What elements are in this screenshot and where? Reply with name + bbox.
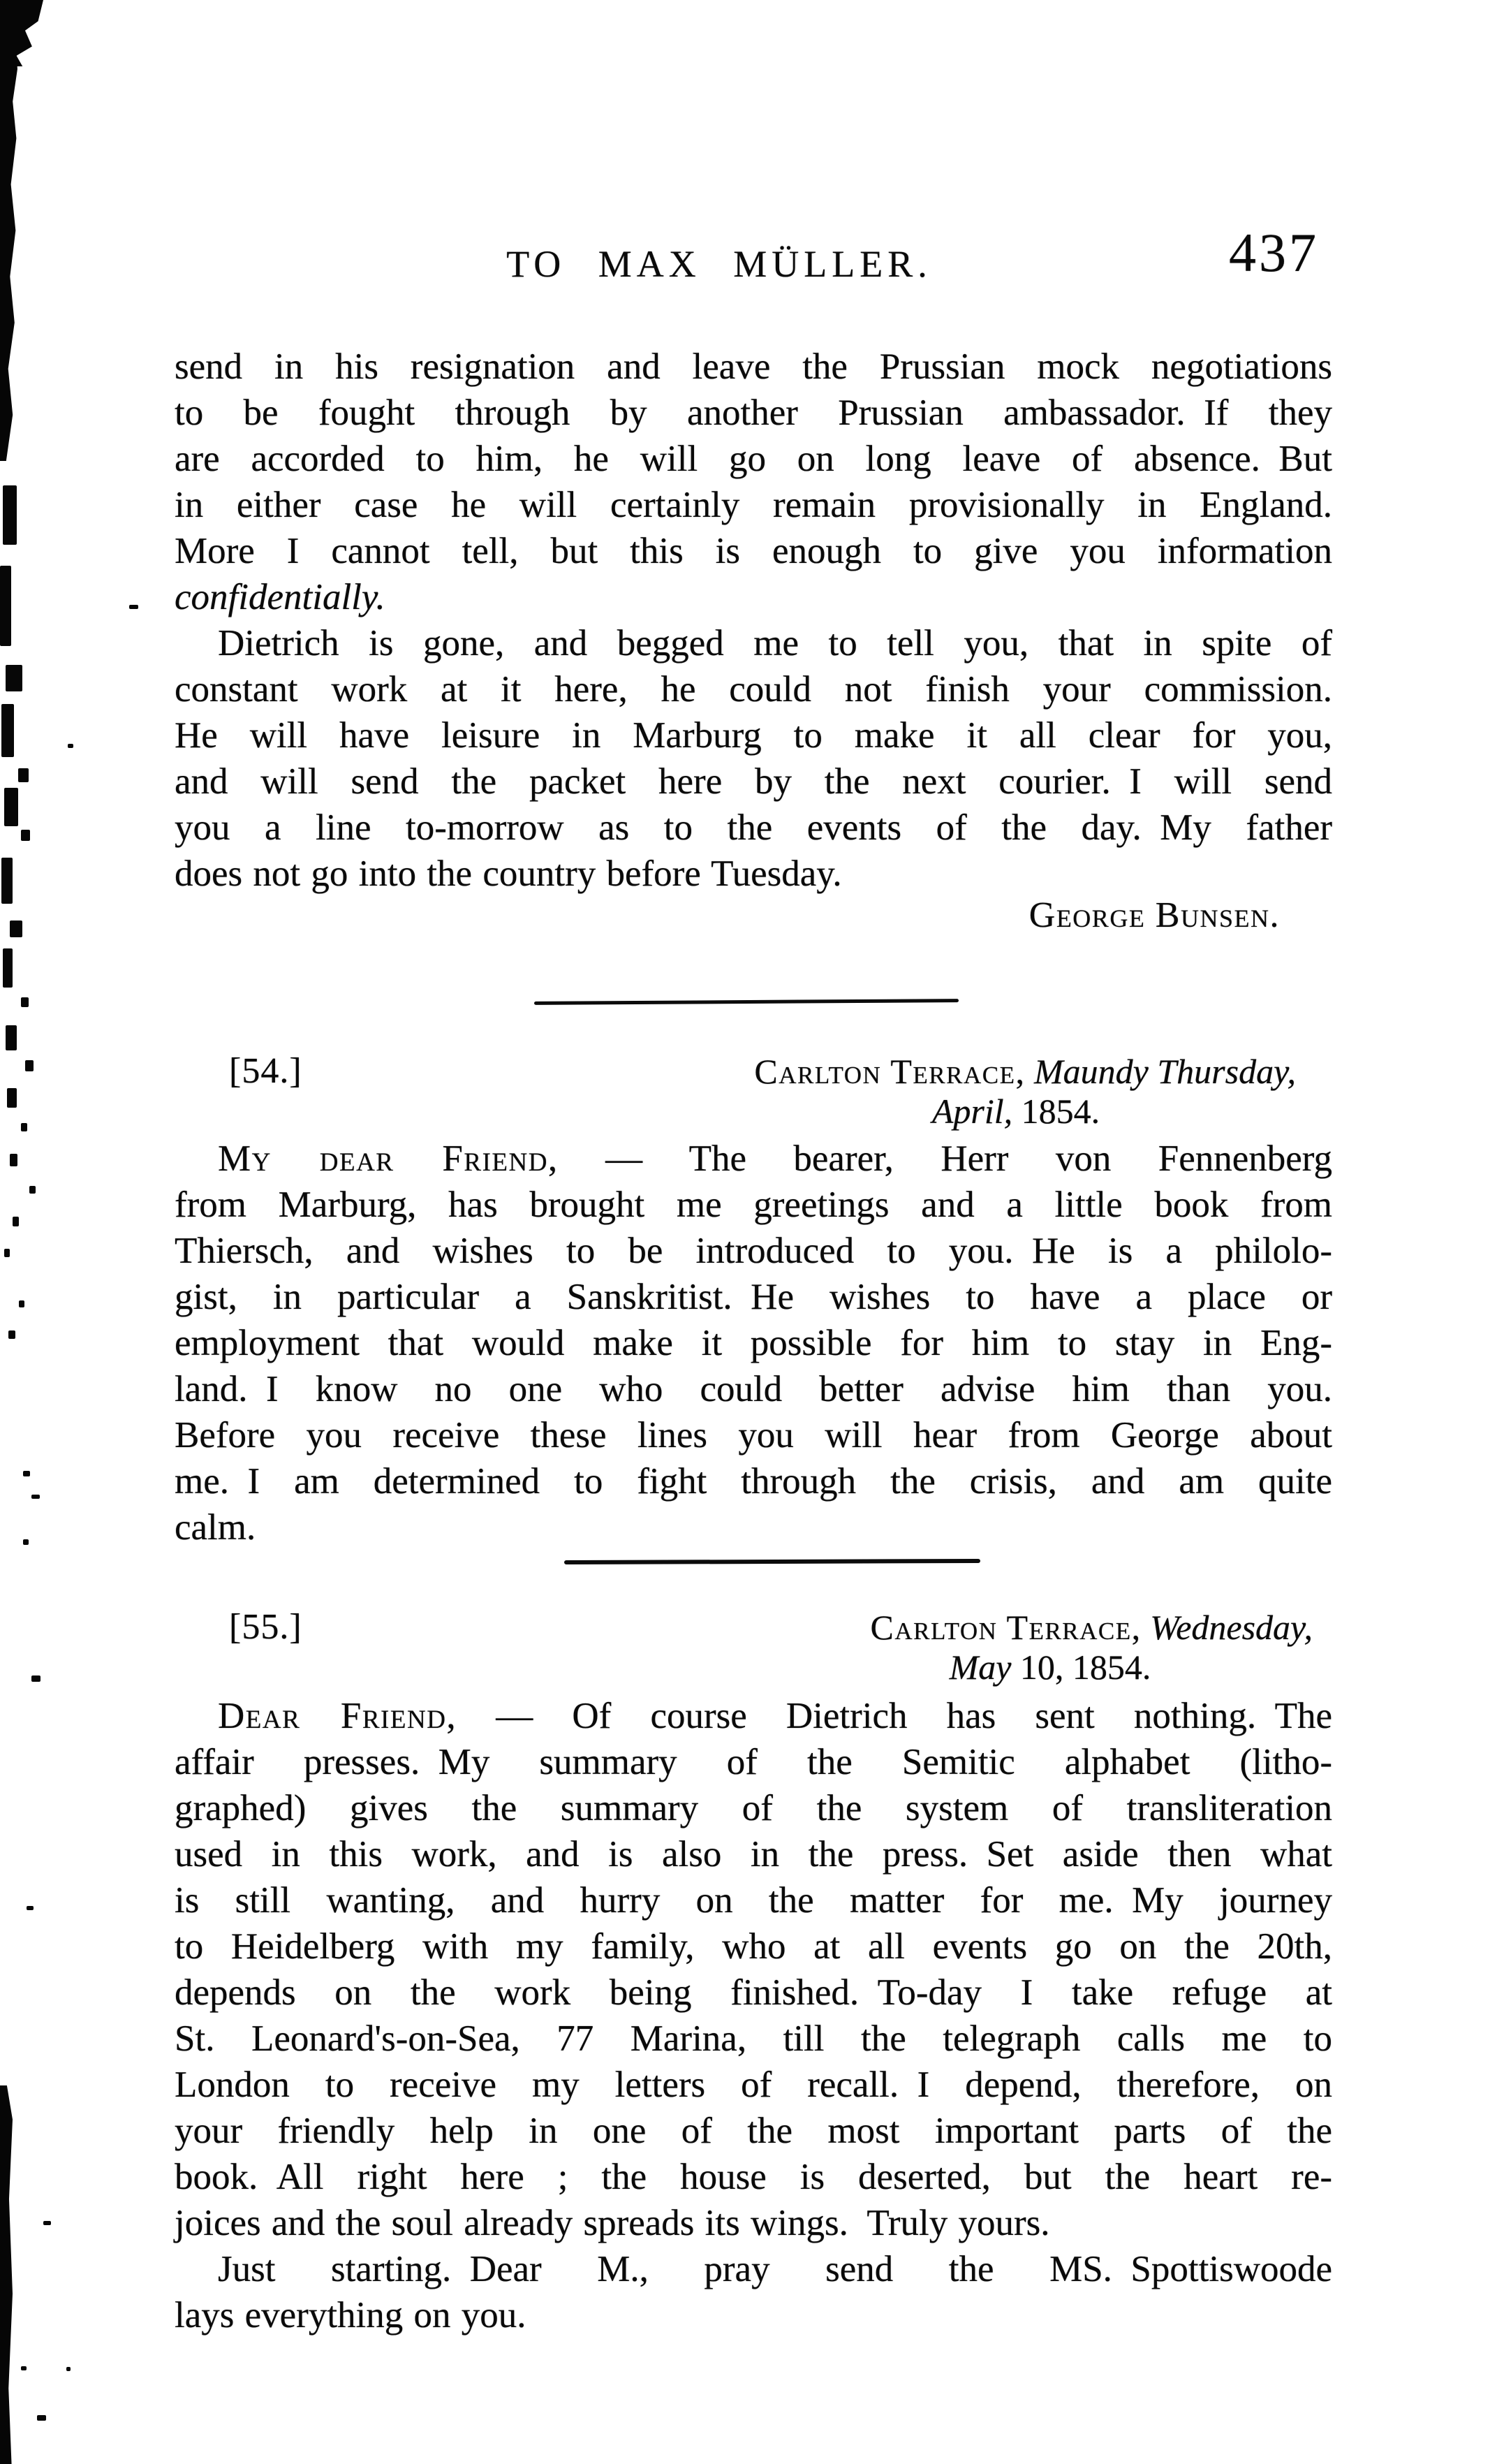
text-line: Just starting. Dear M., pray send the MS. Spottiswoode: [218, 2249, 1332, 2289]
text-line: gist, in particular a Sanskritist. He wishes to have a place or: [175, 1277, 1332, 1317]
scan-speckle: [0, 566, 11, 646]
scan-speckle: [19, 1300, 24, 1307]
scan-speckle: [7, 1088, 17, 1108]
text-line: to be fought through by another Prussian ambassador. If they: [175, 393, 1332, 433]
text-line: lays everything on you.: [175, 2295, 526, 2335]
scan-speckle: [31, 1675, 40, 1682]
text-line: joices and the soul already spreads its wings. Truly yours.: [175, 2203, 1050, 2243]
scan-speckle: [10, 1154, 17, 1166]
scan-speckle: [21, 2366, 27, 2370]
text-line: me. I am determined to fight through the crisis, and am quite: [175, 1461, 1332, 1502]
letter-year: 1854.: [1021, 1092, 1100, 1131]
letter-signature: [175, 893, 1332, 939]
scan-speckle: [8, 1330, 15, 1339]
letter-place: Carlton Terrace,: [754, 1052, 1026, 1091]
text-line: and will send the packet here by the next courier. I will send: [175, 761, 1332, 802]
letter-54-body: [175, 1136, 1332, 1550]
text-line: London to receive my letters of recall. I depend, therefore, on: [175, 2065, 1332, 2105]
text-line: to Heidelberg with my family, who at all events go on the 20th,: [175, 1926, 1332, 1967]
letter-month: May: [949, 1648, 1012, 1687]
letter-day: Maundy Thursday,: [1034, 1052, 1296, 1091]
text-line: St. Leonard's-on-Sea, 77 Marina, till the telegraph calls me to: [175, 2018, 1332, 2059]
salutation-rest: — Of course Dietrich has sent nothing. The: [457, 1696, 1332, 1736]
scan-speckle: [23, 1539, 29, 1545]
letter-number: [54.]: [229, 1051, 302, 1091]
text-line: send in his resignation and leave the Prussian mock negotiations: [175, 346, 1332, 387]
section-divider: [564, 1559, 980, 1564]
scan-speckle: [3, 485, 17, 545]
scan-speckle: [3, 948, 13, 988]
scan-speckle: [25, 1060, 34, 1071]
letter-year: 10, 1854.: [1019, 1648, 1151, 1687]
letter-53-body: [175, 344, 1332, 897]
scan-speckle: [6, 1025, 17, 1050]
section-divider: [534, 999, 959, 1005]
letter-54-heading: [175, 1049, 1332, 1094]
text-line: from Marburg, has brought me greetings and a little book from: [175, 1185, 1332, 1225]
text-line: [175, 1136, 1332, 1182]
page-number: 437: [1229, 222, 1319, 283]
scan-speckle: [21, 997, 29, 1007]
scan-speckle: [43, 2221, 51, 2225]
scan-artifact-left-band: [0, 0, 18, 461]
scan-speckle: [4, 788, 18, 826]
scan-speckle: [129, 605, 138, 609]
scan-speckle: [1, 858, 13, 904]
text-line: calm.: [175, 1507, 256, 1548]
text-line: land. I know no one who could better advise him than you.: [175, 1369, 1332, 1409]
letter-day: Wednesday,: [1150, 1608, 1313, 1647]
text-line: is still wanting, and hurry on the matter for me. My journey: [175, 1880, 1332, 1921]
scan-artifact-bottom-bar: [0, 2085, 13, 2464]
scan-speckle: [29, 1186, 36, 1194]
text-line: does not go into the country before Tuesday.: [175, 853, 842, 894]
text-line: employment that would make it possible for him to stay in Eng-: [175, 1323, 1332, 1363]
scan-speckle: [10, 921, 22, 937]
salutation: My dear Friend,: [218, 1138, 559, 1179]
text-line: your friendly help in one of the most important parts of the: [175, 2111, 1332, 2151]
text-line: Dietrich is gone, and begged me to tell you, that in spite of: [218, 623, 1332, 663]
text-line: constant work at it here, he could not finish your commission.: [175, 669, 1332, 710]
letter-54-date: [737, 1090, 1295, 1133]
text-line: Thiersch, and wishes to be introduced to you. He is a philolo-: [175, 1231, 1332, 1271]
signature-name: George Bunsen.: [1028, 895, 1280, 935]
salutation: Dear Friend,: [218, 1696, 457, 1736]
running-header-title: TO MAX MÜLLER.: [506, 243, 932, 285]
letter-number: [55.]: [229, 1607, 302, 1647]
letter-55-body: [175, 1693, 1332, 2338]
scan-speckle: [21, 830, 30, 841]
scan-speckle: [4, 1249, 10, 1257]
text-line: confidentially.: [175, 577, 385, 617]
letter-month: April,: [931, 1092, 1013, 1131]
text-line: affair presses. My summary of the Semitic alphabet (litho-: [175, 1742, 1332, 1782]
letter-55-heading: [175, 1605, 1332, 1650]
text-line: He will have leisure in Marburg to make it all clear for you,: [175, 715, 1332, 756]
scan-speckle: [68, 744, 73, 748]
salutation-rest: — The bearer, Herr von Fennenberg: [558, 1138, 1332, 1179]
scan-speckle: [66, 2367, 71, 2371]
scan-speckle: [37, 2415, 46, 2421]
text-line: graphed) gives the summary of the system of transliteration: [175, 1788, 1332, 1828]
scan-speckle: [31, 1495, 40, 1499]
text-line: in either case he will certainly remain provisionally in England.: [175, 485, 1332, 525]
scan-speckle: [21, 1123, 27, 1131]
text-line: used in this work, and is also in the press. Set aside then what: [175, 1834, 1332, 1875]
text-line: you a line to-morrow as to the events of the day. My father: [175, 807, 1332, 848]
text-line: are accorded to him, he will go on long leave of absence. But: [175, 439, 1332, 479]
text-line: book. All right here ; the house is deserted, but the heart re-: [175, 2157, 1332, 2197]
scan-speckle: [13, 1217, 19, 1226]
scan-speckle: [1, 704, 14, 757]
text-line: Before you receive these lines you will hear from George about: [175, 1415, 1332, 1455]
text-line: depends on the work being finished. To-day I take refuge at: [175, 1972, 1332, 2013]
scan-speckle: [27, 1906, 34, 1910]
scan-speckle: [18, 768, 29, 782]
text-line: More I cannot tell, but this is enough to give you information: [175, 531, 1332, 571]
scan-speckle: [23, 1471, 30, 1476]
letter-place: Carlton Terrace,: [870, 1608, 1142, 1647]
scan-speckle: [6, 665, 22, 691]
letter-55-date: [771, 1645, 1329, 1689]
text-line: [175, 1693, 1332, 1739]
